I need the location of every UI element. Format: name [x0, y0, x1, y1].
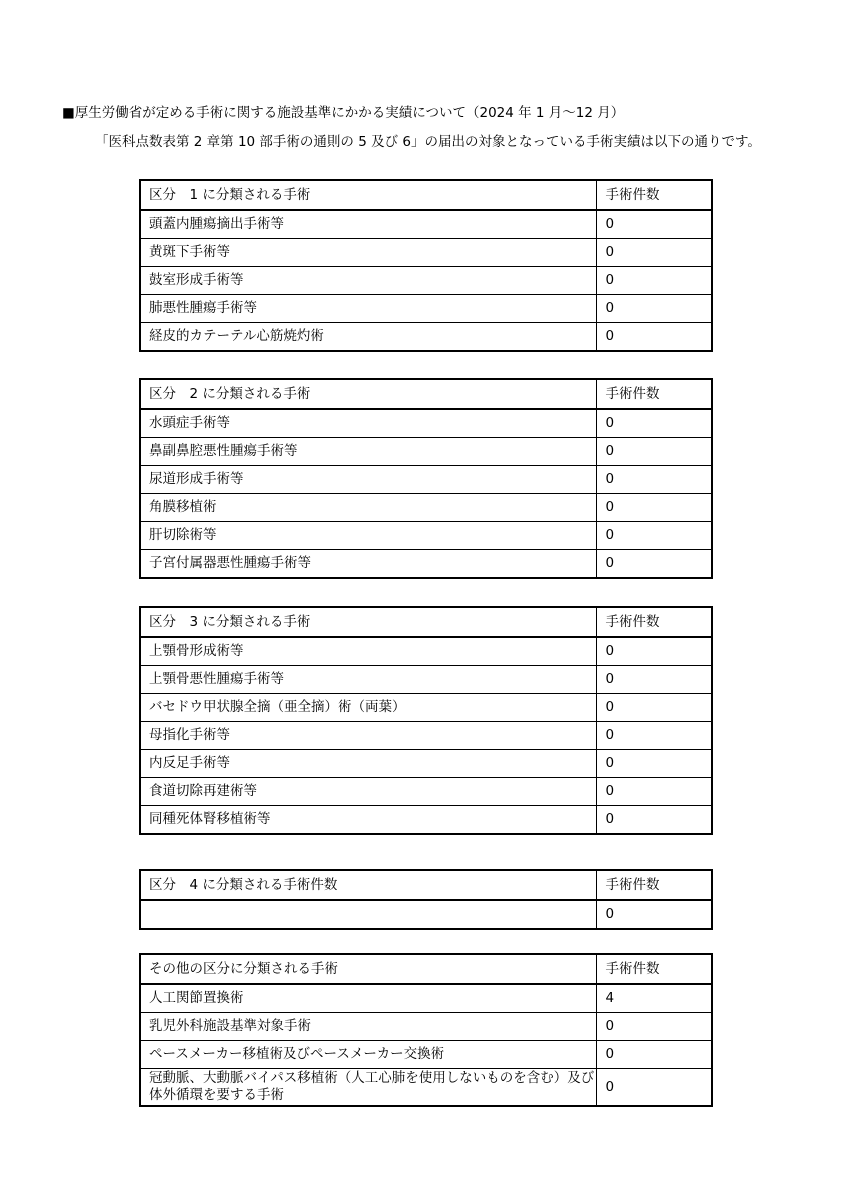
table-row — [140, 750, 712, 778]
table-header-row — [140, 870, 712, 900]
table-row — [140, 239, 712, 267]
table-row — [140, 984, 712, 1013]
table-row — [140, 778, 712, 806]
procedure-count: 0 — [596, 409, 712, 438]
procedure-count: 0 — [596, 1041, 712, 1069]
category-1-table — [139, 179, 713, 352]
count-header: 手術件数 — [596, 954, 712, 984]
table-row — [140, 637, 712, 666]
procedure-name: 鼓室形成手術等 — [140, 267, 596, 295]
count-header: 手術件数 — [596, 607, 712, 637]
procedure-count: 0 — [596, 466, 712, 494]
procedure-count: 0 — [596, 694, 712, 722]
table-row — [140, 466, 712, 494]
procedure-name: 食道切除再建術等 — [140, 778, 596, 806]
procedure-count: 0 — [596, 522, 712, 550]
procedure-count: 0 — [596, 494, 712, 522]
procedure-name: 上顎骨形成術等 — [140, 637, 596, 666]
intro-paragraph: 「医科点数表第 2 章第 10 部手術の通則の 5 及び 6」の届出の対象となっている手術実績は以下の通りです。 — [95, 134, 761, 150]
procedure-count: 0 — [596, 806, 712, 835]
table-row — [140, 409, 712, 438]
procedure-name: 人工関節置換術 — [140, 984, 596, 1013]
procedure-count: 0 — [596, 722, 712, 750]
category-header: 区分 3 に分類される手術 — [140, 607, 596, 637]
count-header: 手術件数 — [596, 870, 712, 900]
category-header: 区分 2 に分類される手術 — [140, 379, 596, 409]
category-3-table — [139, 606, 713, 835]
procedure-count: 0 — [596, 323, 712, 352]
table-row — [140, 438, 712, 466]
table-row — [140, 267, 712, 295]
procedure-name: 黄斑下手術等 — [140, 239, 596, 267]
procedure-name: 水頭症手術等 — [140, 409, 596, 438]
procedure-name: 子宮付属器悪性腫瘍手術等 — [140, 550, 596, 579]
table-row — [140, 666, 712, 694]
procedure-count: 0 — [596, 750, 712, 778]
category-header: その他の区分に分類される手術 — [140, 954, 596, 984]
procedure-count: 0 — [596, 1069, 712, 1107]
count-header: 手術件数 — [596, 379, 712, 409]
table-row — [140, 323, 712, 352]
procedure-count: 0 — [596, 637, 712, 666]
count-header: 手術件数 — [596, 180, 712, 210]
table-row — [140, 900, 712, 929]
table-row — [140, 210, 712, 239]
table-row — [140, 1013, 712, 1041]
procedure-name: 頭蓋内腫瘍摘出手術等 — [140, 210, 596, 239]
table-header-row — [140, 954, 712, 984]
category-header: 区分 4 に分類される手術件数 — [140, 870, 596, 900]
table-row — [140, 806, 712, 835]
table-row — [140, 1069, 712, 1107]
procedure-name: バセドウ甲状腺全摘（亜全摘）術（両葉） — [140, 694, 596, 722]
procedure-name: 冠動脈、大動脈バイパス移植術（人工心肺を使用しないものを含む）及び体外循環を要する手術 — [140, 1069, 596, 1107]
procedure-name: ペースメーカー移植術及びペースメーカー交換術 — [140, 1041, 596, 1069]
procedure-name — [140, 900, 596, 929]
category-header: 区分 1 に分類される手術 — [140, 180, 596, 210]
procedure-count: 0 — [596, 210, 712, 239]
table-row — [140, 550, 712, 579]
procedure-count: 4 — [596, 984, 712, 1013]
procedure-name: 同種死体腎移植術等 — [140, 806, 596, 835]
table-header-row — [140, 180, 712, 210]
procedure-count: 0 — [596, 550, 712, 579]
table-row — [140, 522, 712, 550]
procedure-count: 0 — [596, 1013, 712, 1041]
category-2-table — [139, 378, 713, 579]
procedure-name: 角膜移植術 — [140, 494, 596, 522]
procedure-name: 上顎骨悪性腫瘍手術等 — [140, 666, 596, 694]
procedure-count: 0 — [596, 267, 712, 295]
page-heading: ■厚生労働省が定める手術に関する施設基準にかかる実績について（2024 年 1 月～12 月） — [62, 105, 625, 121]
procedure-name: 内反足手術等 — [140, 750, 596, 778]
table-header-row — [140, 379, 712, 409]
procedure-name: 肺悪性腫瘍手術等 — [140, 295, 596, 323]
procedure-count: 0 — [596, 295, 712, 323]
other-category-table — [139, 953, 713, 1107]
procedure-name: 肝切除術等 — [140, 522, 596, 550]
procedure-name: 鼻副鼻腔悪性腫瘍手術等 — [140, 438, 596, 466]
procedure-count: 0 — [596, 239, 712, 267]
table-header-row — [140, 607, 712, 637]
table-row — [140, 1041, 712, 1069]
table-row — [140, 722, 712, 750]
procedure-name: 乳児外科施設基準対象手術 — [140, 1013, 596, 1041]
procedure-count: 0 — [596, 778, 712, 806]
procedure-count: 0 — [596, 438, 712, 466]
category-4-table — [139, 869, 713, 930]
procedure-count: 0 — [596, 900, 712, 929]
procedure-name: 尿道形成手術等 — [140, 466, 596, 494]
table-row — [140, 295, 712, 323]
procedure-name: 経皮的カテーテル心筋焼灼術 — [140, 323, 596, 352]
table-row — [140, 494, 712, 522]
procedure-name: 母指化手術等 — [140, 722, 596, 750]
table-row — [140, 694, 712, 722]
procedure-count: 0 — [596, 666, 712, 694]
